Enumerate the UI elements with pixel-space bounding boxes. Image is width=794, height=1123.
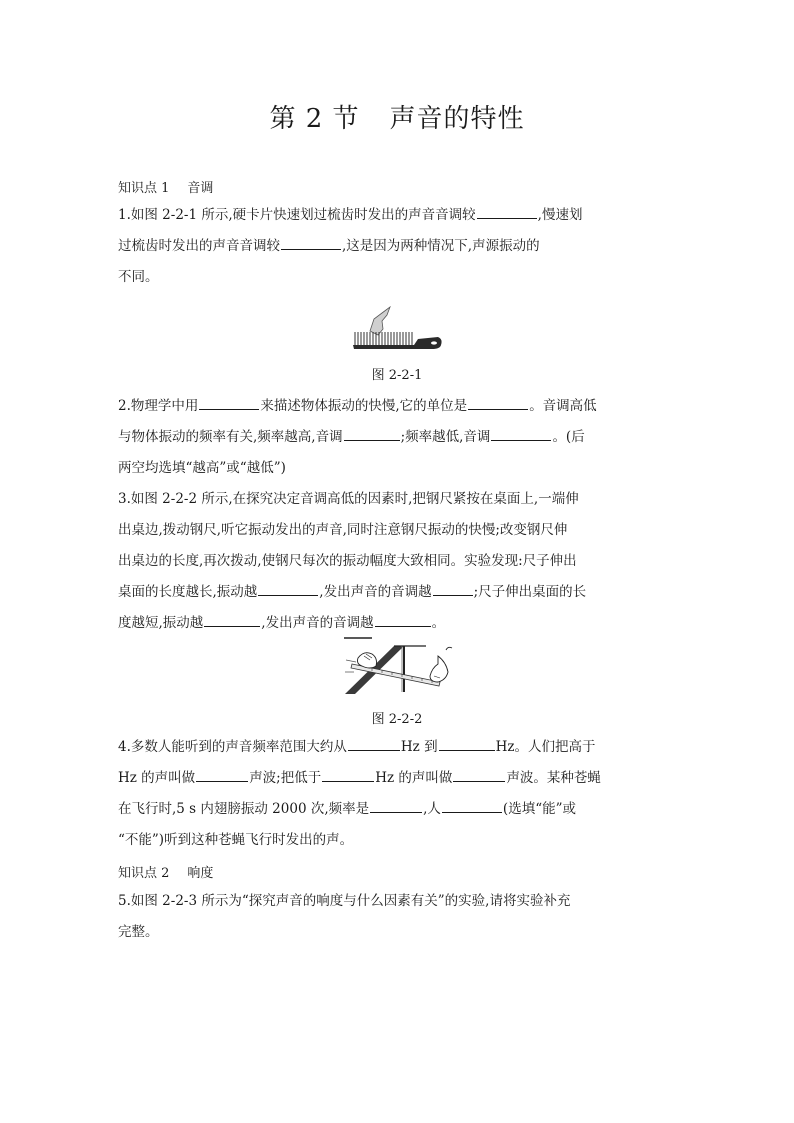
section-name: 声音的特性 <box>389 104 525 134</box>
question-line <box>118 763 678 794</box>
question-text: Hz 到 <box>400 739 438 755</box>
question-line <box>118 608 678 639</box>
question-text: (选填“能”或 <box>502 801 576 817</box>
question-text: 1.如图 2-2-1 所示,硬卡片快速划过梳齿时发出的声音音调较 <box>118 207 476 223</box>
knowledge-point-label: 知识点 1 <box>118 181 170 196</box>
answer-blank[interactable] <box>439 735 495 751</box>
question-text: 与物体振动的频率有关,频率越高,音调 <box>118 429 343 445</box>
question-text: 在飞行时,5 s 内翅膀振动 2000 次,频率是 <box>118 801 370 817</box>
question-text: 。(后 <box>552 429 585 445</box>
question-line <box>118 732 678 763</box>
question-line: 两空均选填“越高”或“越低”) <box>118 460 286 476</box>
answer-blank[interactable] <box>375 611 431 627</box>
ruler-table-figure <box>342 636 454 698</box>
answer-blank[interactable] <box>370 797 422 813</box>
answer-blank[interactable] <box>468 394 528 410</box>
question-text: 4.多数人能听到的声音频率范围大约从 <box>118 739 347 755</box>
question-line: 出桌边,拨动钢尺,听它振动发出的声音,同时注意钢尺振动的快慢;改变钢尺伸 <box>118 522 568 538</box>
answer-blank[interactable] <box>453 766 505 782</box>
question-text: ,发出声音的音调越 <box>261 615 374 631</box>
question-text: ;频率越低,音调 <box>400 429 491 445</box>
question-line: 不同。 <box>118 269 159 285</box>
question-text: ,慢速划 <box>537 207 583 223</box>
knowledge-point-label: 知识点 2 <box>118 866 170 881</box>
answer-blank[interactable] <box>204 611 260 627</box>
question-line <box>118 422 678 453</box>
question-text: 。音调高低 <box>529 398 597 414</box>
question-text: 2.物理学中用 <box>118 398 199 414</box>
question-line <box>118 231 678 262</box>
question-text: 。 <box>431 615 446 631</box>
answer-blank[interactable] <box>491 425 551 441</box>
answer-blank[interactable] <box>348 735 400 751</box>
question-text: 桌面的长度越长,振动越 <box>118 584 258 600</box>
question-text: 声波;把低于 <box>249 770 322 786</box>
knowledge-point-name: 音调 <box>187 181 214 196</box>
question-line <box>118 794 678 825</box>
figure-2-2-1-caption: 图 2-2-1 <box>371 368 423 383</box>
question-text: 来描述物体振动的快慢,它的单位是 <box>260 398 468 414</box>
question-5 <box>118 886 678 948</box>
answer-blank[interactable] <box>433 580 473 596</box>
question-text: ,发出声音的音调越 <box>319 584 432 600</box>
question-line: 5.如图 2-2-3 所示为“探究声音的响度与什么因素有关”的实验,请将实验补充 <box>118 893 571 909</box>
knowledge-point-2-heading <box>118 862 213 881</box>
question-2 <box>118 391 678 484</box>
question-text: 度越短,振动越 <box>118 615 204 631</box>
question-1 <box>118 200 678 293</box>
question-line <box>118 200 678 231</box>
question-text: Hz。人们把高于 <box>495 739 596 755</box>
comb-card-figure <box>352 305 444 353</box>
question-line: 出桌边的长度,再次拨动,使钢尺每次的振动幅度大致相同。实验发现:尺子伸出 <box>118 553 577 569</box>
question-text: Hz 的声叫做 <box>118 770 196 786</box>
answer-blank[interactable] <box>322 766 374 782</box>
answer-blank[interactable] <box>258 580 318 596</box>
question-text: ,这是因为两种情况下,声源振动的 <box>342 238 540 254</box>
question-line <box>118 577 678 608</box>
page-title <box>0 98 794 135</box>
answer-blank[interactable] <box>344 425 400 441</box>
question-text: ,人 <box>423 801 441 817</box>
question-line: 完整。 <box>118 924 159 940</box>
question-text: Hz 的声叫做 <box>375 770 453 786</box>
answer-blank[interactable] <box>196 766 248 782</box>
answer-blank[interactable] <box>281 234 341 250</box>
answer-blank[interactable] <box>199 394 259 410</box>
answer-blank[interactable] <box>477 203 537 219</box>
question-3 <box>118 484 678 639</box>
question-line: 3.如图 2-2-2 所示,在探究决定音调高低的因素时,把钢尺紧按在桌面上,一端伸 <box>118 491 579 507</box>
question-text: 过梳齿时发出的声音音调较 <box>118 238 280 254</box>
figure-2-2-2-caption: 图 2-2-2 <box>371 712 423 727</box>
question-text: ;尺子伸出桌面的长 <box>473 584 587 600</box>
question-text: 声波。某种苍蝇 <box>506 770 601 786</box>
section-number: 第 2 节 <box>269 104 360 134</box>
knowledge-point-name: 响度 <box>187 866 214 881</box>
question-line: “不能”)听到这种苍蝇飞行时发出的声。 <box>118 832 354 848</box>
question-4 <box>118 732 678 856</box>
question-line <box>118 391 678 422</box>
knowledge-point-1-heading <box>118 177 213 196</box>
answer-blank[interactable] <box>442 797 502 813</box>
